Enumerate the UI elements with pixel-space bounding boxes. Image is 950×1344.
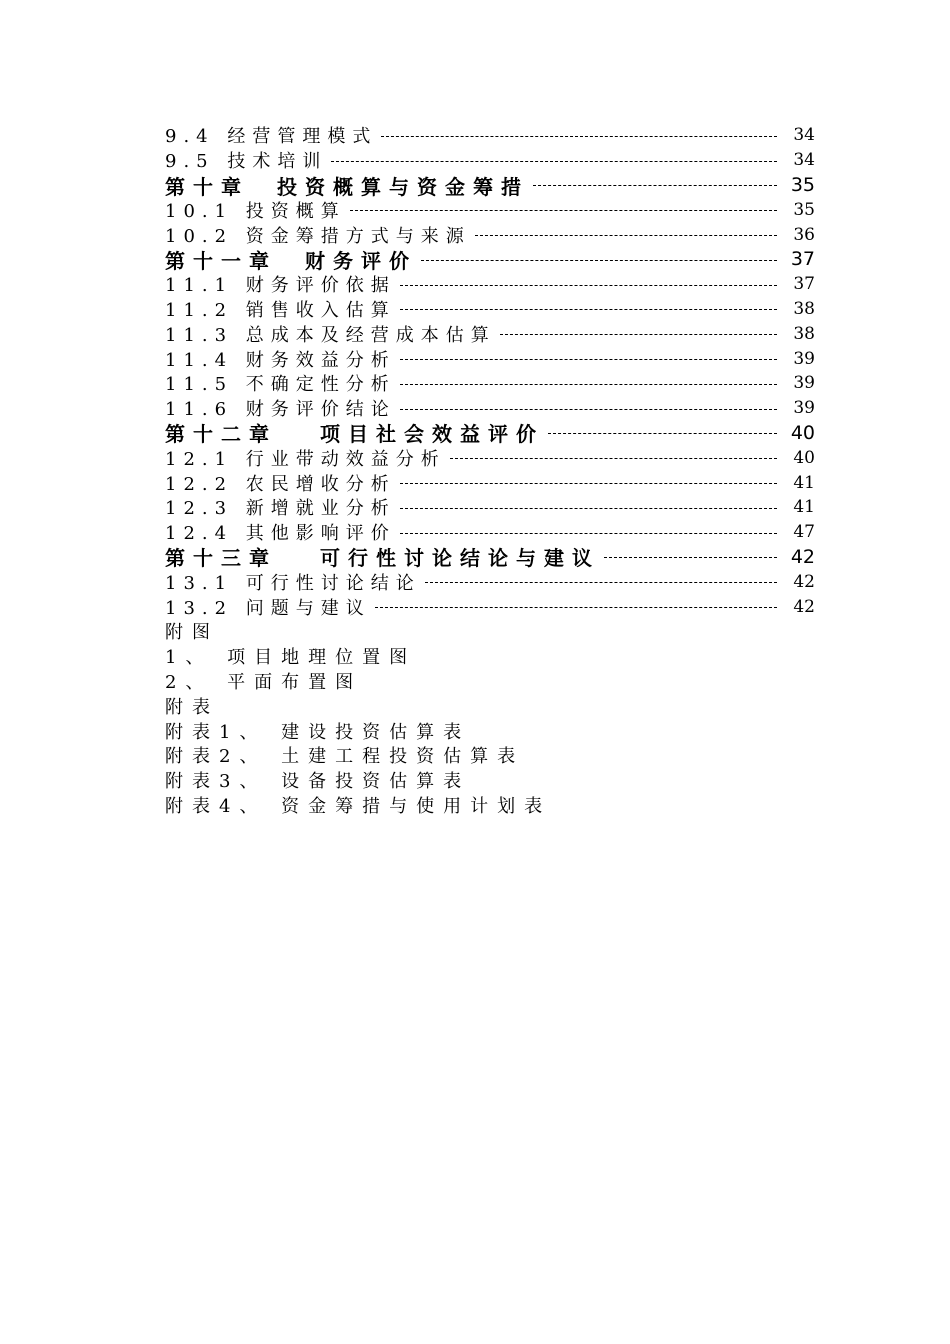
toc-page-number: 38 [793,298,815,319]
dot-leader [400,483,777,484]
toc-page-number: 34 [793,150,815,171]
dot-leader [400,359,777,360]
toc-row[interactable] [165,495,815,520]
appendix-item[interactable] [165,768,815,793]
appendix-line-text: 2、 平面布置图 [165,671,363,693]
appendix-line-text: 附表 [165,696,219,718]
toc-row[interactable] [165,470,815,495]
toc-page-number: 39 [793,373,815,394]
toc-chapter-row[interactable] [165,173,815,198]
toc-chapter-title: 第十三章 可行性讨论结论与建议 [165,546,600,571]
toc-row[interactable] [165,346,815,371]
appendix-item[interactable] [165,669,815,694]
appendix-line-text: 1、 项目地理位置图 [165,647,417,669]
toc-entry-title: 12.1 行业带动效益分析 [165,448,446,470]
toc-chapter-row[interactable] [165,421,815,446]
toc-entry-title: 12.3 新增就业分析 [165,498,396,520]
toc-entry-title: 11.3 总成本及经营成本估算 [165,324,496,346]
toc-chapter-title: 第十章 投资概算与资金筹措 [165,174,529,199]
dot-leader [400,533,777,534]
toc-chapter-row[interactable] [165,545,815,570]
toc-page-number: 40 [793,447,815,468]
toc-page-number: 39 [793,348,815,369]
dot-leader [400,309,777,310]
dot-leader [421,260,777,261]
toc-chapter-title: 第十二章 项目社会效益评价 [165,422,544,447]
appendix-figures-heading [165,619,815,644]
appendix-line-text: 附图 [165,622,219,644]
toc-page-number: 35 [793,199,815,220]
appendix-item[interactable] [165,644,815,669]
appendix-line-text: 附表2、 土建工程投资估算表 [165,746,525,768]
toc-row[interactable] [165,197,815,222]
toc-entry-title: 11.4 财务效益分析 [165,349,396,371]
dot-leader [500,334,777,335]
dot-leader [400,508,777,509]
toc-entry-title: 13.1 可行性讨论结论 [165,572,421,594]
toc-page-number: 39 [793,398,815,419]
toc-row[interactable] [165,222,815,247]
appendix-item[interactable] [165,718,815,743]
toc-page-number: 42 [793,571,815,592]
dot-leader [475,235,777,236]
dot-leader [375,607,777,608]
appendix-line-text: 附表1、 建设投资估算表 [165,721,471,743]
appendix-tables-heading [165,693,815,718]
toc-page-number: 34 [793,125,815,146]
dot-leader [400,384,777,385]
appendix-line-text: 附表4、 资金筹措与使用计划表 [165,795,552,817]
toc-entry-title: 11.6 财务评价结论 [165,399,396,421]
toc-entry-title: 12.4 其他影响评价 [165,523,396,545]
toc-page-number: 37 [793,274,815,295]
toc-entry-title: 13.2 问题与建议 [165,597,371,619]
toc-page-number: 35 [790,173,815,196]
dot-leader [533,185,777,186]
toc-entry-title: 11.5 不确定性分析 [165,374,396,396]
toc-row[interactable] [165,520,815,545]
toc-entry-title: 12.2 农民增收分析 [165,473,396,495]
toc-row[interactable] [165,396,815,421]
toc-row[interactable] [165,272,815,297]
toc-row[interactable] [165,594,815,619]
toc-page-number: 40 [790,421,815,444]
table-of-contents [165,123,815,817]
toc-entry-title: 10.2 资金筹措方式与来源 [165,225,471,247]
toc-row[interactable] [165,148,815,173]
toc-entry-title: 9.5 技术培训 [165,151,328,173]
toc-page-number: 38 [793,323,815,344]
toc-page-number: 36 [793,224,815,245]
dot-leader [425,582,777,583]
toc-page-number: 42 [793,596,815,617]
toc-chapter-row[interactable] [165,247,815,272]
toc-page-number: 41 [793,472,815,493]
toc-page-number: 42 [790,545,815,568]
toc-row[interactable] [165,569,815,594]
appendix-line-text: 附表3、 设备投资估算表 [165,771,471,793]
dot-leader [350,210,777,211]
toc-entry-title: 9.4 经营管理模式 [165,126,378,148]
dot-leader [450,458,777,459]
toc-page-number: 47 [793,522,815,543]
toc-row[interactable] [165,371,815,396]
toc-entry-title: 11.1 财务评价依据 [165,275,396,297]
appendix-item[interactable] [165,793,815,818]
toc-row[interactable] [165,445,815,470]
dot-leader [604,557,777,558]
toc-chapter-title: 第十一章 财务评价 [165,248,417,273]
toc-entry-title: 10.1 投资概算 [165,200,346,222]
toc-row[interactable] [165,321,815,346]
toc-page-number: 37 [790,248,815,271]
toc-row[interactable] [165,123,815,148]
toc-row[interactable] [165,297,815,322]
dot-leader [331,161,777,162]
dot-leader [400,409,777,410]
appendix-item[interactable] [165,743,815,768]
toc-entry-title: 11.2 销售收入估算 [165,299,396,321]
dot-leader [381,136,777,137]
toc-page-number: 41 [793,497,815,518]
dot-leader [548,433,777,434]
dot-leader [400,285,777,286]
